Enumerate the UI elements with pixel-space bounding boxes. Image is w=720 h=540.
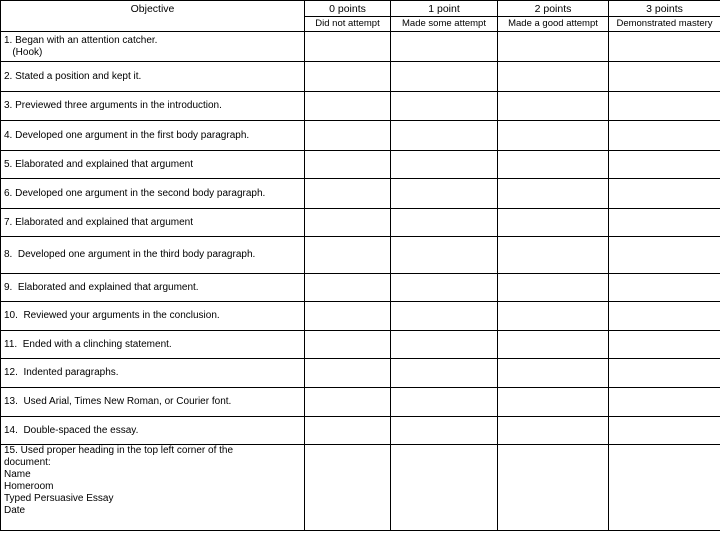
score-cell-1[interactable] <box>391 274 498 302</box>
objective-cell <box>1 179 305 209</box>
score-cell-0[interactable] <box>305 237 391 274</box>
score-cell-3[interactable] <box>609 388 720 417</box>
points-header-1: 1 point <box>391 1 498 17</box>
score-cell-1[interactable] <box>391 92 498 121</box>
rubric-body <box>1 32 720 531</box>
objective-cell <box>1 274 305 302</box>
score-cell-1[interactable] <box>391 121 498 151</box>
objective-cell <box>1 121 305 151</box>
score-cell-0[interactable] <box>305 388 391 417</box>
score-cell-2[interactable] <box>498 445 609 531</box>
objective-row <box>1 62 720 92</box>
score-cell-0[interactable] <box>305 209 391 237</box>
score-cell-2[interactable] <box>498 302 609 331</box>
score-cell-1[interactable] <box>391 445 498 531</box>
objective-cell <box>1 32 305 62</box>
objective-text: 3. Previewed three arguments in the introduction. <box>4 100 222 111</box>
objective-header: Objective <box>1 1 305 32</box>
score-cell-2[interactable] <box>498 209 609 237</box>
objective-cell <box>1 209 305 237</box>
score-cell-0[interactable] <box>305 92 391 121</box>
objective-row <box>1 274 720 302</box>
objective-text: 2. Stated a position and kept it. <box>4 70 142 82</box>
score-cell-1[interactable] <box>391 179 498 209</box>
score-cell-0[interactable] <box>305 179 391 209</box>
objective-text: 6. Developed one argument in the second body paragraph. <box>4 187 266 199</box>
score-cell-2[interactable] <box>498 32 609 62</box>
score-cell-1[interactable] <box>391 388 498 417</box>
score-cell-3[interactable] <box>609 331 720 359</box>
objective-text: 10. Reviewed your arguments in the conclusion. <box>4 310 220 321</box>
score-cell-1[interactable] <box>391 417 498 445</box>
objective-cell <box>1 302 305 331</box>
header-points-row <box>1 1 720 17</box>
score-cell-3[interactable] <box>609 151 720 179</box>
score-cell-1[interactable] <box>391 331 498 359</box>
objective-text: 12. Indented paragraphs. <box>4 367 119 378</box>
score-cell-2[interactable] <box>498 274 609 302</box>
points-header-0: 0 points <box>305 1 391 17</box>
points-header-3: 3 points <box>609 1 720 17</box>
score-cell-0[interactable] <box>305 62 391 92</box>
score-cell-1[interactable] <box>391 302 498 331</box>
score-cell-0[interactable] <box>305 445 391 531</box>
score-cell-2[interactable] <box>498 331 609 359</box>
objective-cell <box>1 331 305 359</box>
score-cell-3[interactable] <box>609 92 720 121</box>
objective-text: 13. Used Arial, Times New Roman, or Courier font. <box>4 396 232 407</box>
level-desc-1: Made some attempt <box>391 17 498 32</box>
objective-cell <box>1 237 305 274</box>
score-cell-2[interactable] <box>498 151 609 179</box>
score-cell-3[interactable] <box>609 179 720 209</box>
score-cell-1[interactable] <box>391 237 498 274</box>
score-cell-0[interactable] <box>305 32 391 62</box>
score-cell-0[interactable] <box>305 359 391 388</box>
objective-row <box>1 151 720 179</box>
score-cell-3[interactable] <box>609 302 720 331</box>
objective-text: document: <box>4 457 51 468</box>
objective-row <box>1 32 720 62</box>
score-cell-3[interactable] <box>609 274 720 302</box>
objective-row <box>1 92 720 121</box>
objective-text: Homeroom <box>4 481 54 492</box>
objective-row <box>1 179 720 209</box>
objective-row <box>1 121 720 151</box>
score-cell-1[interactable] <box>391 151 498 179</box>
level-desc-2: Made a good attempt <box>498 17 609 32</box>
objective-row <box>1 237 720 274</box>
score-cell-2[interactable] <box>498 417 609 445</box>
score-cell-2[interactable] <box>498 62 609 92</box>
score-cell-3[interactable] <box>609 417 720 445</box>
score-cell-3[interactable] <box>609 62 720 92</box>
score-cell-3[interactable] <box>609 209 720 237</box>
objective-text: Date <box>4 505 26 516</box>
score-cell-2[interactable] <box>498 359 609 388</box>
score-cell-2[interactable] <box>498 92 609 121</box>
objective-cell <box>1 151 305 179</box>
objective-text: Typed Persuasive Essay <box>4 493 114 504</box>
score-cell-3[interactable] <box>609 359 720 388</box>
objective-text: 15. Used proper heading in the top left corner of the <box>4 445 234 456</box>
objective-text: 4. Developed one argument in the first body paragraph. <box>4 129 250 141</box>
score-cell-2[interactable] <box>498 121 609 151</box>
score-cell-3[interactable] <box>609 121 720 151</box>
objective-row <box>1 209 720 237</box>
level-desc-0: Did not attempt <box>305 17 391 32</box>
score-cell-0[interactable] <box>305 302 391 331</box>
score-cell-2[interactable] <box>498 179 609 209</box>
objective-cell <box>1 445 305 531</box>
objective-text: Name <box>4 469 31 480</box>
objective-row <box>1 359 720 388</box>
objective-cell <box>1 388 305 417</box>
objective-text: 11. Ended with a clinching statement. <box>4 338 172 350</box>
score-cell-3[interactable] <box>609 445 720 531</box>
score-cell-2[interactable] <box>498 388 609 417</box>
score-cell-3[interactable] <box>609 237 720 274</box>
objective-row <box>1 388 720 417</box>
objective-row <box>1 331 720 359</box>
score-cell-1[interactable] <box>391 209 498 237</box>
score-cell-0[interactable] <box>305 274 391 302</box>
objective-text: 14. Double-spaced the essay. <box>4 424 139 436</box>
objective-text: (Hook) <box>4 46 43 58</box>
level-desc-3: Demonstrated mastery <box>609 17 720 32</box>
score-cell-0[interactable] <box>305 121 391 151</box>
score-cell-0[interactable] <box>305 417 391 445</box>
points-header-2: 2 points <box>498 1 609 17</box>
objective-text: 8. Developed one argument in the third body paragraph. <box>4 249 256 260</box>
objective-text: 1. Began with an attention catcher. <box>4 34 158 46</box>
objective-row <box>1 417 720 445</box>
objective-text: 7. Elaborated and explained that argument <box>4 216 194 228</box>
objective-cell <box>1 62 305 92</box>
score-cell-1[interactable] <box>391 359 498 388</box>
score-cell-0[interactable] <box>305 331 391 359</box>
objective-cell <box>1 359 305 388</box>
score-cell-3[interactable] <box>609 32 720 62</box>
objective-cell <box>1 417 305 445</box>
score-cell-1[interactable] <box>391 62 498 92</box>
objective-row <box>1 445 720 531</box>
objective-row <box>1 302 720 331</box>
objective-text: 5. Elaborated and explained that argument <box>4 158 194 170</box>
score-cell-1[interactable] <box>391 32 498 62</box>
score-cell-0[interactable] <box>305 151 391 179</box>
objective-text: 9. Elaborated and explained that argument. <box>4 281 199 293</box>
score-cell-2[interactable] <box>498 237 609 274</box>
objective-cell <box>1 92 305 121</box>
